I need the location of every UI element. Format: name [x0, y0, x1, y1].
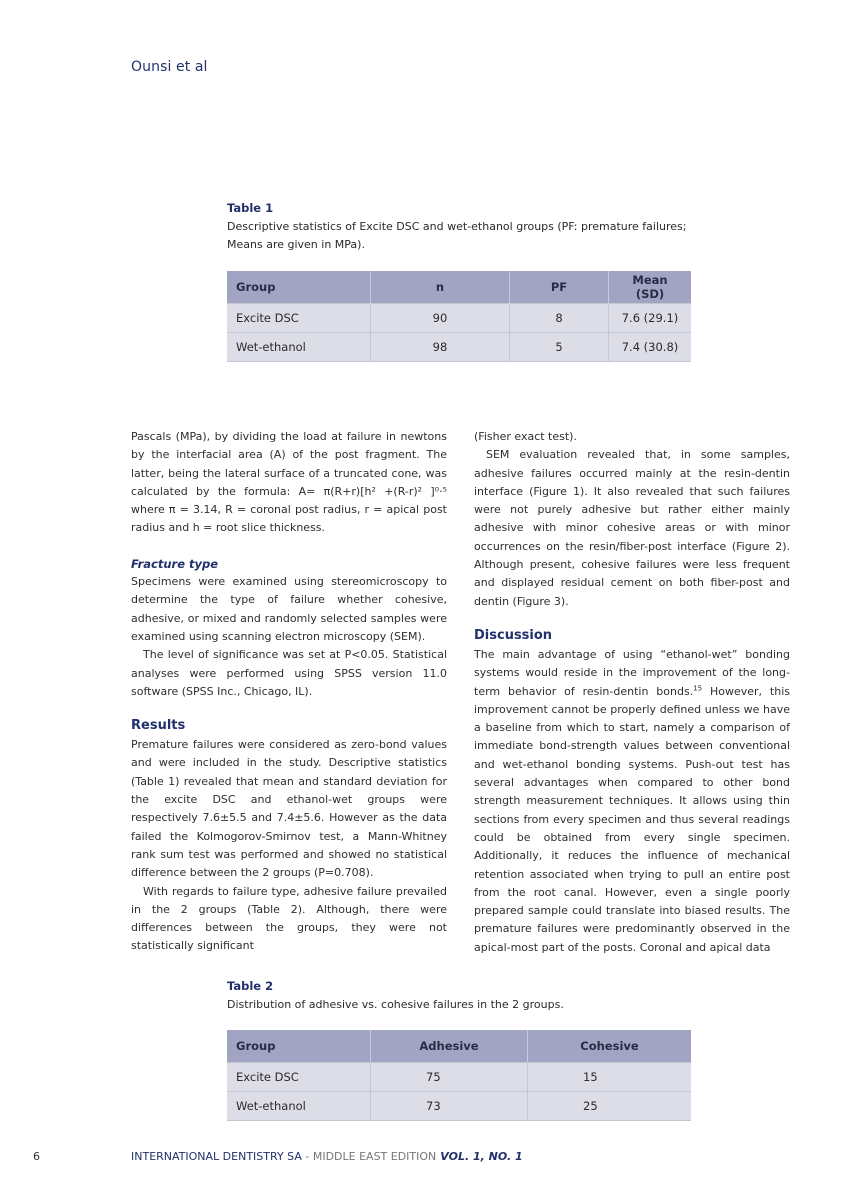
cell-adhesive: 73 — [371, 1092, 528, 1121]
table-2-caption: Distribution of adhesive vs. cohesive failures in the 2 groups. — [227, 998, 564, 1011]
cell-mean-sd: 7.4 (30.8) — [609, 333, 692, 362]
cell-cohesive: 15 — [528, 1063, 692, 1092]
cell-pf: 8 — [510, 304, 609, 333]
running-head: Ounsi et al — [131, 59, 208, 75]
fracture-type-paragraph: Specimens were examined using stereomicroscopy to determine the type of failure whether cohesive, adhesive, or mixed and randomly selected samples were examined using scanning electron microscopy (SEM). — [131, 575, 447, 643]
cell-pf: 5 — [510, 333, 609, 362]
cell-group: Wet-ethanol — [227, 333, 371, 362]
journal-edition: - MIDDLE EAST EDITION — [301, 1150, 437, 1163]
table-row — [227, 304, 691, 333]
cell-n: 98 — [371, 333, 510, 362]
table-1-label: Table 1 — [227, 201, 274, 215]
table-2 — [227, 1030, 691, 1121]
table-2-block — [227, 979, 691, 1121]
cell-group: Excite DSC — [227, 1063, 371, 1092]
table-1-caption: Descriptive statistics of Excite DSC and wet-ethanol groups (PF: premature failures; Means are given in MPa). — [227, 220, 687, 251]
table-header-row — [227, 1030, 691, 1063]
cell-cohesive: 25 — [528, 1092, 692, 1121]
table-2-label: Table 2 — [227, 979, 274, 993]
journal-info — [131, 1150, 523, 1163]
table-header-row — [227, 271, 691, 304]
discussion-text-part-2: However, this improvement cannot be properly defined unless we have a baseline from which to start, namely a comparison of immediate bond-strength values between conventional and wet-ethanol bonding systems. Push-out test has several advantages when compared to other bond strength measurement techniques. It allows using thin sections from every specimen and thus several readings could be obtained from every single specimen. Additionally, it reduces the influence of mechanical retention associated when trying to pull an entire post from the root canal. However, even a single poorly prepared sample could translate into biased results. The premature failures were predominantly observed in the apical-most part of the posts. Coronal and apical data — [474, 684, 790, 954]
significance-paragraph: The level of significance was set at P<0.05. Statistical analyses were performed using SPSS version 11.0 software (SPSS Inc., Chicago, IL). — [131, 648, 447, 698]
column-header-cohesive: Cohesive — [528, 1030, 692, 1063]
sem-evaluation-paragraph: SEM evaluation revealed that, in some samples, adhesive failures occurred mainly at the resin-dentin interface (Figure 1). It also revealed that such failures were not purely adhesive but rather either mainly adhesive with minor cohesive areas or with minor occurrences on the resin/fiber-post interface (Figure 2). Although present, cohesive failures were less frequent and displayed residual cement on both fiber-post and dentin (Figure 3). — [474, 448, 790, 608]
table-row — [227, 1063, 691, 1092]
methods-paragraph: Pascals (MPa), by dividing the load at failure in newtons by the interfacial area (A) of the post fragment. The latter, being the lateral surface of a truncated cone, was calculated by the formula: A= π(R+r)[h² +(R-r)² ]⁰·⁵ where π = 3.14, R = coronal post radius, r = apical post radius and h = root slice thickness. — [131, 430, 447, 535]
column-header-group: Group — [227, 1030, 371, 1063]
table-row — [227, 1092, 691, 1121]
column-header-pf: PF — [510, 271, 609, 304]
discussion-text-part-1: The main advantage of using “ethanol-wet” bonding systems would reside in the improvement of the long-term behavior of resin-dentin bonds. — [474, 647, 790, 698]
page-number: 6 — [33, 1150, 40, 1163]
journal-name: INTERNATIONAL DENTISTRY SA — [131, 1150, 302, 1163]
table-1-block — [227, 201, 691, 362]
cell-group: Excite DSC — [227, 304, 371, 333]
fisher-test-paragraph: (Fisher exact test). — [474, 430, 577, 443]
column-header-group: Group — [227, 271, 371, 304]
left-column — [131, 428, 447, 956]
column-header-mean-sd: Mean (SD) — [609, 271, 692, 304]
cell-adhesive: 75 — [371, 1063, 528, 1092]
citation-reference[interactable]: 15 — [693, 683, 703, 692]
results-heading: Results — [131, 718, 186, 734]
results-paragraph: Premature failures were considered as zero-bond values and were included in the study. Descriptive statistics (Table 1) revealed that mean and standard deviation for the excite DSC and ethanol-wet groups were respectively 7.6±5.5 and 7.4±5.6. However as the data failed the Kolmogorov-Smirnov test, a Mann-Whitney rank sum test was performed and showed no statistical difference between the 2 groups (P=0.708). — [131, 738, 447, 880]
discussion-paragraph — [474, 646, 790, 957]
column-header-n: n — [371, 271, 510, 304]
cell-n: 90 — [371, 304, 510, 333]
journal-volume: VOL. 1, NO. 1 — [440, 1150, 523, 1163]
table-row — [227, 333, 691, 362]
discussion-heading: Discussion — [474, 627, 553, 643]
column-header-adhesive: Adhesive — [371, 1030, 528, 1063]
cell-mean-sd: 7.6 (29.1) — [609, 304, 692, 333]
cell-group: Wet-ethanol — [227, 1092, 371, 1121]
failure-type-paragraph: With regards to failure type, adhesive failure prevailed in the 2 groups (Table 2). Although, there were differences between the groups, they were not statistically significant — [131, 884, 447, 953]
table-1 — [227, 271, 691, 362]
right-column — [474, 428, 790, 957]
fracture-type-heading: Fracture type — [131, 556, 219, 571]
